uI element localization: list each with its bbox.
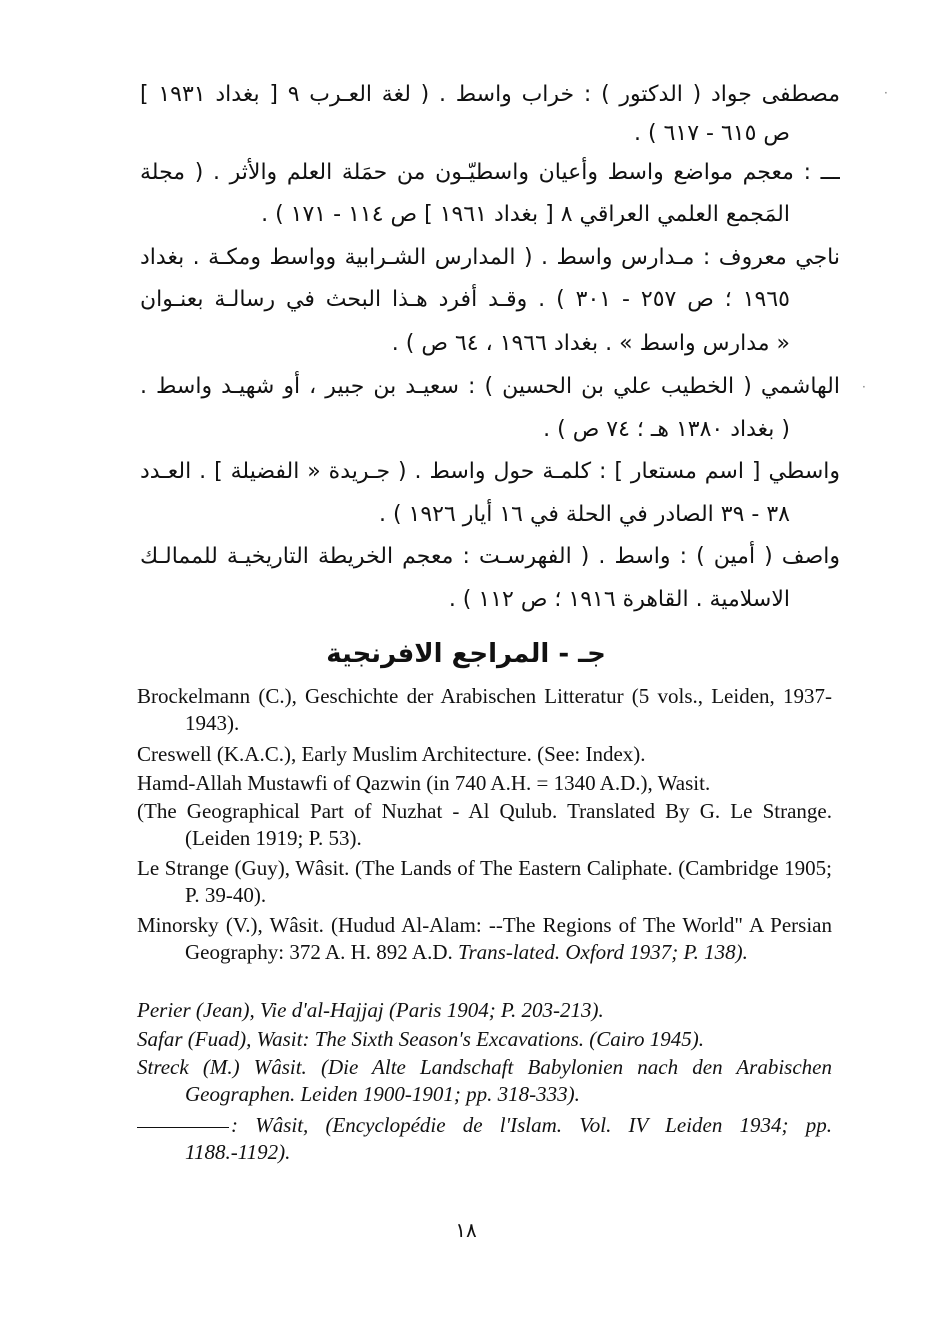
western-ref-italic: Trans-lated. Oxford 1937; P. 138). xyxy=(457,940,748,964)
page-number: ١٨ xyxy=(455,1218,477,1242)
ditto-dash xyxy=(137,1127,229,1128)
arabic-ref-line: واصف ( أمين ) : واسط . ( الفهرسـت : معجم الخريطة التاريخيـة للممالـك xyxy=(140,544,840,569)
arabic-ref-line: « مدارس واسط » . بغداد ١٩٦٦ ، ٦٤ ص ) . xyxy=(391,331,790,356)
western-ref-text: Minorsky (V.), Wâsit. (Hudud Al-Alam: --The Regions of The World" A Persian Geography: 372 A. H. 892 A.D. xyxy=(137,913,832,964)
arabic-ref-line: الاسلامية . القاهرة ١٩١٦ ؛ ص ١١٢ ) . xyxy=(448,587,790,612)
arabic-ref-line: واسطي [ اسم مستعار ] : كلمـة حول واسط . ( جـريدة « الفضيلة ] . العـدد xyxy=(140,459,840,484)
margin-mark: · xyxy=(862,380,866,394)
western-ref-entry: Streck (M.) Wâsit. (Die Alte Landschaft Babylonien nach den Arabischen Geographen. Leiden 1900-1901; pp. 318-333). xyxy=(137,1055,832,1106)
arabic-ref-line: المَجمع العلمي العراقي ٨ [ بغداد ١٩٦١ ] ص ١١٤ - ١٧١ ) . xyxy=(261,202,790,227)
arabic-ref-line: ص ٦١٥ - ٦١٧ ) . xyxy=(634,121,790,146)
arabic-ref-line: ١٩٦٥ ؛ ص ٢٥٧ - ٣٠١ ) . وقـد أفرد هـذا البحث في رسالـة بعنـوان xyxy=(140,287,790,312)
western-ref-entry xyxy=(137,1112,832,1166)
arabic-ref-line: الهاشمي ( الخطيب علي بن الحسين ) : سعيـد بن جبير ، أو شهيـد واسط . xyxy=(140,374,840,399)
margin-mark: · xyxy=(884,86,888,100)
western-ref-entry: Brockelmann (C.), Geschichte der Arabischen Litteratur (5 vols., Leiden, 1937-1943). xyxy=(137,684,832,735)
western-ref-entry: Le Strange (Guy), Wâsit. (The Lands of The Eastern Caliphate. (Cambridge 1905; P. 39-40). xyxy=(137,856,832,907)
western-ref-entry: Perier (Jean), Vie d'al-Hajjaj (Paris 1904; P. 203-213). xyxy=(137,998,604,1022)
arabic-ref-line: ناجي معروف : مـدارس واسط . ( المدارس الشـرابية وواسط ومكـة . بغداد xyxy=(140,245,840,270)
western-ref-entry xyxy=(137,912,832,966)
western-ref-entry: (The Geographical Part of Nuzhat - Al Qulub. Translated By G. Le Strange. (Leiden 1919; P. 53). xyxy=(137,799,832,850)
western-ref-text: : Wâsit, (Encyclopédie de l'Islam. Vol. IV Leiden 1934; pp. 1188.-1192). xyxy=(185,1113,832,1164)
section-heading: جـ - المراجع الافرنجية xyxy=(326,639,606,669)
arabic-ref-line: ـــ : معجم مواضع واسط وأعيان واسطيّـون من حمَلة العلم والأثر . ( مجلة xyxy=(140,160,840,185)
arabic-ref-line: مصطفى جواد ( الدكتور ) : خراب واسط . ( لغة العـرب ٩ [ بغداد ١٩٣١ ] xyxy=(140,82,840,107)
arabic-ref-line: ٣٨ - ٣٩ الصادر في الحلة في ١٦ أيار ١٩٢٦ ) . xyxy=(378,502,790,527)
western-ref-entry: Hamd-Allah Mustawfi of Qazwin (in 740 A.H. = 1340 A.D.), Wasit. xyxy=(137,771,711,795)
arabic-ref-line: ( بغداد ١٣٨٠ هـ ؛ ٧٤ ص ) . xyxy=(543,417,790,442)
western-ref-entry: Creswell (K.A.C.), Early Muslim Architecture. (See: Index). xyxy=(137,742,646,766)
western-ref-entry: Safar (Fuad), Wasit: The Sixth Season's Excavations. (Cairo 1945). xyxy=(137,1027,704,1051)
